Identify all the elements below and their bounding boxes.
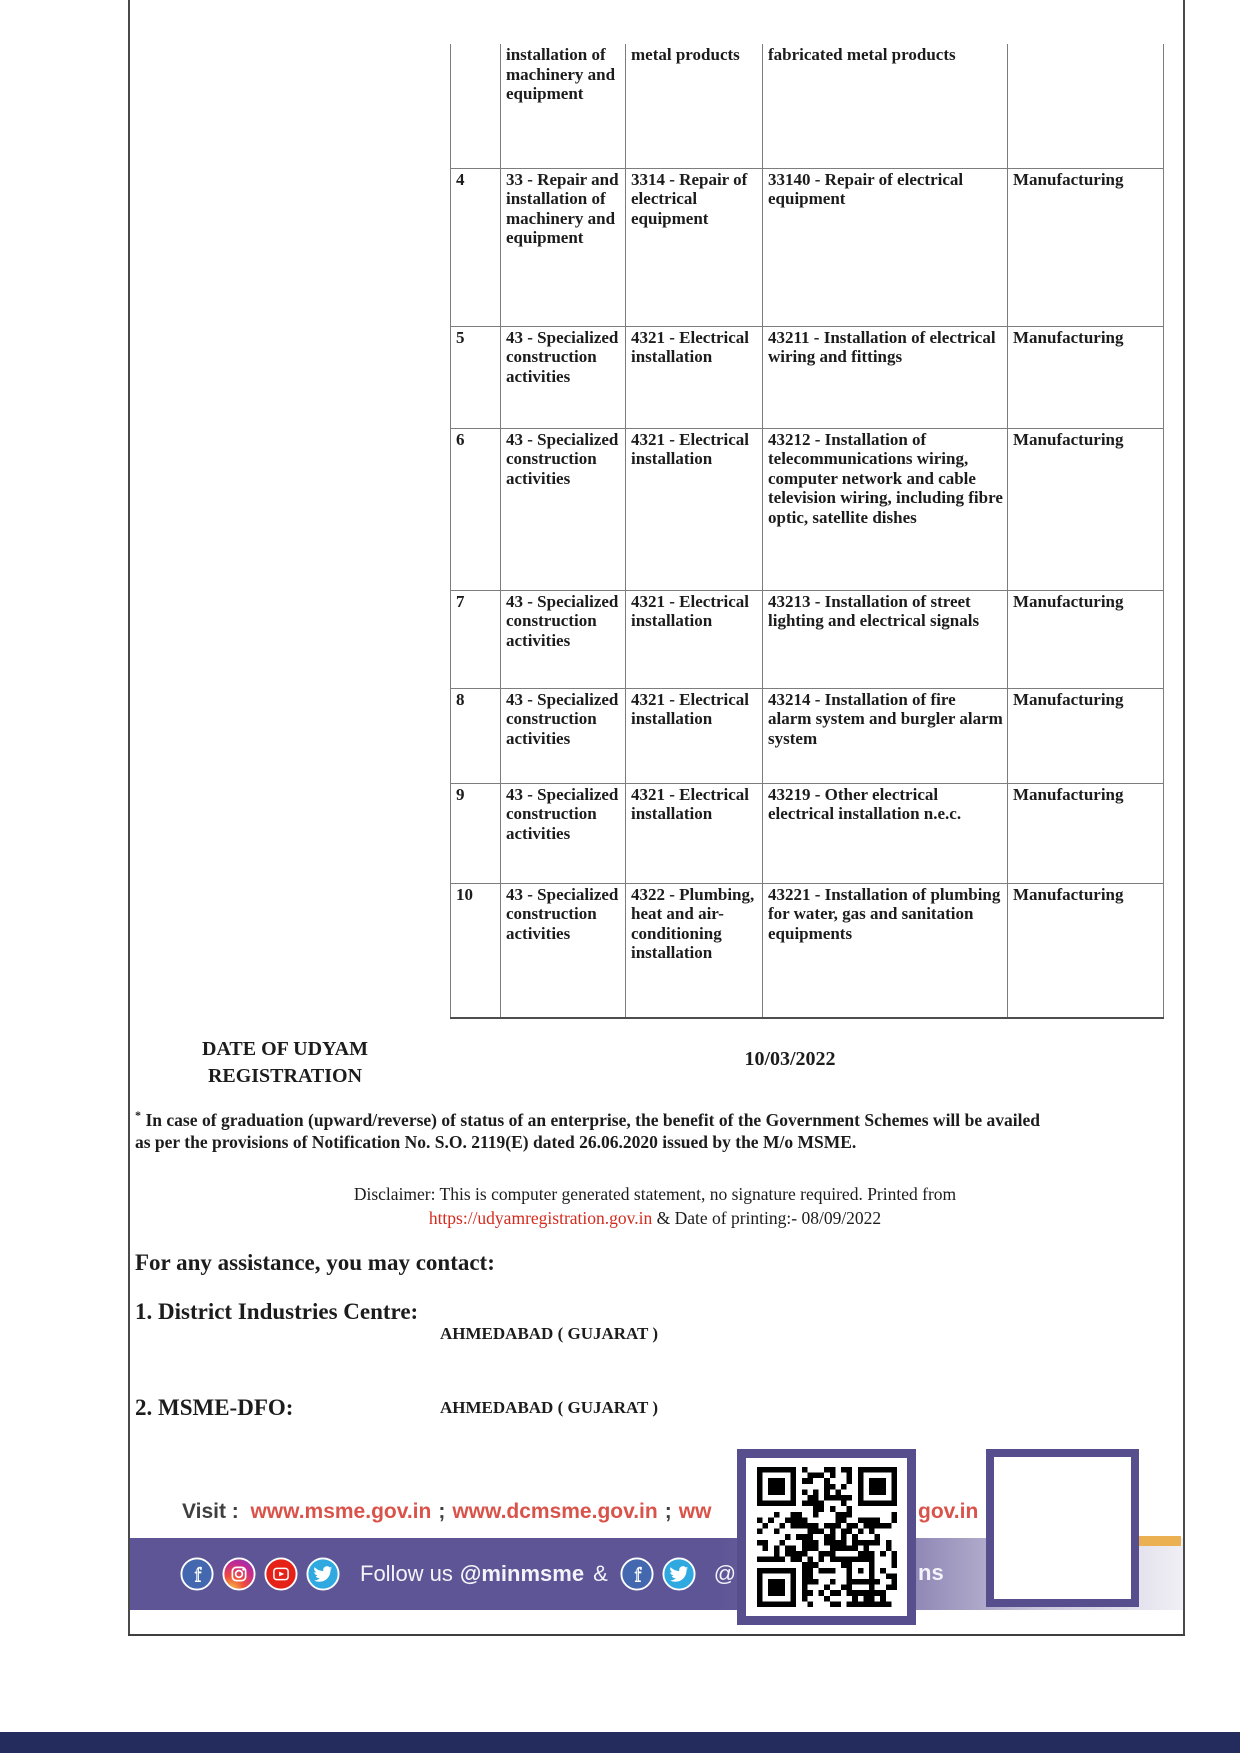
page-border-left — [128, 0, 130, 1636]
second-handle-fragment-start: @ — [713, 1561, 737, 1586]
link-separator: ; — [438, 1500, 446, 1523]
udyam-registration-link[interactable]: https://udyamregistration.gov.in — [428, 1208, 653, 1228]
disclaimer-line1: Disclaimer: This is computer generated statement, no signature required. Printed from — [353, 1184, 957, 1204]
assistance-heading: For any assistance, you may contact: — [135, 1250, 495, 1275]
table-row — [451, 428, 1164, 590]
cell-nic4: 4321 - Electrical installation — [626, 590, 763, 688]
contact-value-district-industries-centre: AHMEDABAD ( GUJARAT ) — [440, 1324, 659, 1343]
cell-nic4: 4321 - Electrical installation — [626, 688, 763, 783]
disclaimer — [135, 1182, 1175, 1230]
cell-activity: Manufacturing — [1008, 428, 1164, 590]
cell-nic5: 43219 - Other electrical electrical installation n.e.c. — [763, 783, 1008, 883]
visit-label: Visit : — [182, 1500, 239, 1523]
link-separator: ; — [664, 1500, 672, 1523]
cell-activity: Manufacturing — [1008, 783, 1164, 883]
third-link-fragment-end: gov.in — [918, 1500, 979, 1523]
dcmsme-gov-link[interactable]: www.dcmsme.gov.in — [452, 1500, 658, 1523]
cell-nic2: 43 - Specialized construction activities — [501, 783, 626, 883]
cell-nic5: fabricated metal products — [763, 44, 1008, 168]
table-row — [451, 688, 1164, 783]
svg-text:f: f — [194, 1564, 202, 1587]
cell-nic4: 4322 - Plumbing, heat and air-conditioning installation — [626, 883, 763, 1018]
cell-activity: Manufacturing — [1008, 590, 1164, 688]
cell-sno: 9 — [451, 783, 501, 883]
second-handle-fragment-end: ns — [918, 1560, 944, 1585]
contact-label-district-industries-centre: 1. District Industries Centre: — [135, 1299, 419, 1324]
page-border-right — [1183, 0, 1185, 1636]
cell-nic5: 43221 - Installation of plumbing for water, gas and sanitation equipments — [763, 883, 1008, 1018]
twitter-icon[interactable] — [306, 1557, 340, 1591]
cell-nic4: 4321 - Electrical installation — [626, 783, 763, 883]
cell-sno: 4 — [451, 168, 501, 326]
empty-stamp-box — [986, 1449, 1139, 1607]
contact-value-msme-dfo: AHMEDABAD ( GUJARAT ) — [440, 1398, 659, 1417]
cell-sno: 8 — [451, 688, 501, 783]
cell-nic5: 33140 - Repair of electrical equipment — [763, 168, 1008, 326]
third-link-fragment-start: ww — [678, 1500, 712, 1523]
cell-nic2: 33 - Repair and installation of machinery and equipment — [501, 168, 626, 326]
table-row-partial — [451, 44, 1164, 168]
cell-sno: 10 — [451, 883, 501, 1018]
cell-activity: Manufacturing — [1008, 688, 1164, 783]
table-row — [451, 326, 1164, 428]
cell-nic5: 43212 - Installation of telecommunications wiring, computer network and cable television wiring, including fibre optic, satellite dishes — [763, 428, 1008, 590]
registration-date-value: 10/03/2022 — [744, 1048, 836, 1070]
cell-nic2: installation of machinery and equipment — [501, 44, 626, 168]
cell-nic4: 4321 - Electrical installation — [626, 428, 763, 590]
cell-sno: 7 — [451, 590, 501, 688]
table-row — [451, 590, 1164, 688]
cell-nic5: 43211 - Installation of electrical wiring and fittings — [763, 326, 1008, 428]
nic-table-body — [451, 44, 1164, 1018]
svg-text:f: f — [634, 1564, 642, 1587]
bottom-navy-bar — [0, 1732, 1240, 1753]
youtube-icon[interactable] — [264, 1557, 298, 1591]
cell-activity — [1008, 44, 1164, 168]
footnote-text: In case of graduation (upward/reverse) of status of an enterprise, the benefit of the Government Schemes will be availed as per the provisions of Notification No. S.O. 2119(E) dated 26.06.2020 issued by the M/o MSME. — [135, 1109, 1040, 1152]
cell-sno — [451, 44, 501, 168]
cell-activity: Manufacturing — [1008, 326, 1164, 428]
instagram-icon[interactable] — [222, 1557, 256, 1591]
cell-sno: 6 — [451, 428, 501, 590]
cell-nic2: 43 - Specialized construction activities — [501, 326, 626, 428]
twitter-icon[interactable] — [662, 1557, 696, 1591]
cell-nic4: 4321 - Electrical installation — [626, 326, 763, 428]
nic-activity-table — [450, 44, 1164, 1019]
msme-gov-link[interactable]: www.msme.gov.in — [250, 1500, 432, 1523]
qr-code — [737, 1449, 916, 1625]
cell-nic5: 43213 - Installation of street lighting and electrical signals — [763, 590, 1008, 688]
ampersand-text: & — [593, 1561, 608, 1586]
cell-nic2: 43 - Specialized construction activities — [501, 590, 626, 688]
orange-accent — [1139, 1536, 1181, 1546]
footnote — [135, 1104, 1040, 1153]
follow-us-text: Follow us — [360, 1561, 453, 1586]
facebook-icon[interactable] — [180, 1557, 214, 1591]
registration-date-label: DATE OF UDYAM REGISTRATION — [202, 1038, 368, 1087]
table-row — [451, 883, 1164, 1018]
cell-sno: 5 — [451, 326, 501, 428]
cell-activity: Manufacturing — [1008, 883, 1164, 1018]
contact-label-msme-dfo: 2. MSME-DFO: — [135, 1395, 294, 1420]
cell-nic5: 43214 - Installation of fire alarm system and burgler alarm system — [763, 688, 1008, 783]
cell-activity: Manufacturing — [1008, 168, 1164, 326]
cell-nic4: 3314 - Repair of electrical equipment — [626, 168, 763, 326]
printing-date-text: & Date of printing:- 08/09/2022 — [652, 1208, 882, 1228]
table-row — [451, 168, 1164, 326]
cell-nic2: 43 - Specialized construction activities — [501, 883, 626, 1018]
cell-nic2: 43 - Specialized construction activities — [501, 688, 626, 783]
page-border-bottom — [128, 1634, 1185, 1636]
facebook-icon[interactable] — [620, 1557, 654, 1591]
table-row — [451, 783, 1164, 883]
cell-nic4: metal products — [626, 44, 763, 168]
visit-links-line — [182, 1500, 711, 1524]
footnote-marker: * — [135, 1108, 141, 1122]
minmsme-handle: @minmsme — [459, 1561, 585, 1586]
cell-nic2: 43 - Specialized construction activities — [501, 428, 626, 590]
